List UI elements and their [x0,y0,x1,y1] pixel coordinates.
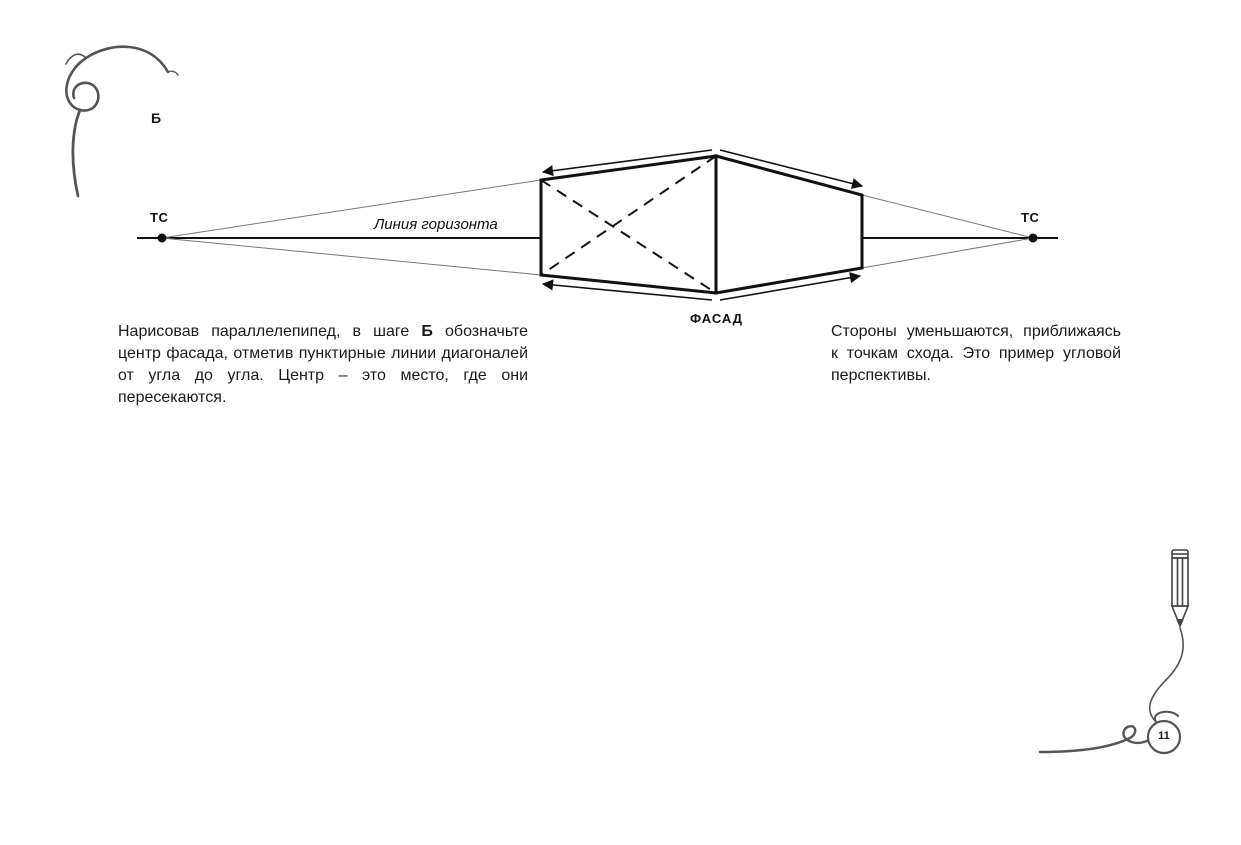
description-left-part1: Нарисовав параллелепипед, в шаге [118,323,422,340]
page-number: 11 [1158,730,1170,742]
description-left-part2: обозначьте центр фасада, отметив пунктирные линии диагоналей от угла до угла. Центр – это место, где они пересекаются. [118,323,528,406]
vanishing-point-left [158,234,167,243]
vp-left-label: ТС [150,210,169,225]
description-right: Стороны уменьшаются, приближаясь к точкам схода. Это пример угловой перспективы. [831,323,1121,384]
vanishing-line [162,238,541,275]
vanishing-point-right [1029,234,1038,243]
horizon-label: Линия горизонта [374,216,498,233]
vanishing-line [862,195,1033,238]
vp-right-label: ТС [1021,210,1040,225]
box-facade [541,156,716,293]
parallelepiped [541,156,862,293]
pencil-icon [1172,550,1188,626]
step-letter: Б [151,110,162,126]
facade-label: ФАСАД [690,311,744,326]
description-left-bold: Б [421,323,433,340]
pencil-decoration [1030,540,1220,770]
box-side [716,156,862,293]
description-left [118,321,528,409]
vanishing-line [862,238,1033,268]
